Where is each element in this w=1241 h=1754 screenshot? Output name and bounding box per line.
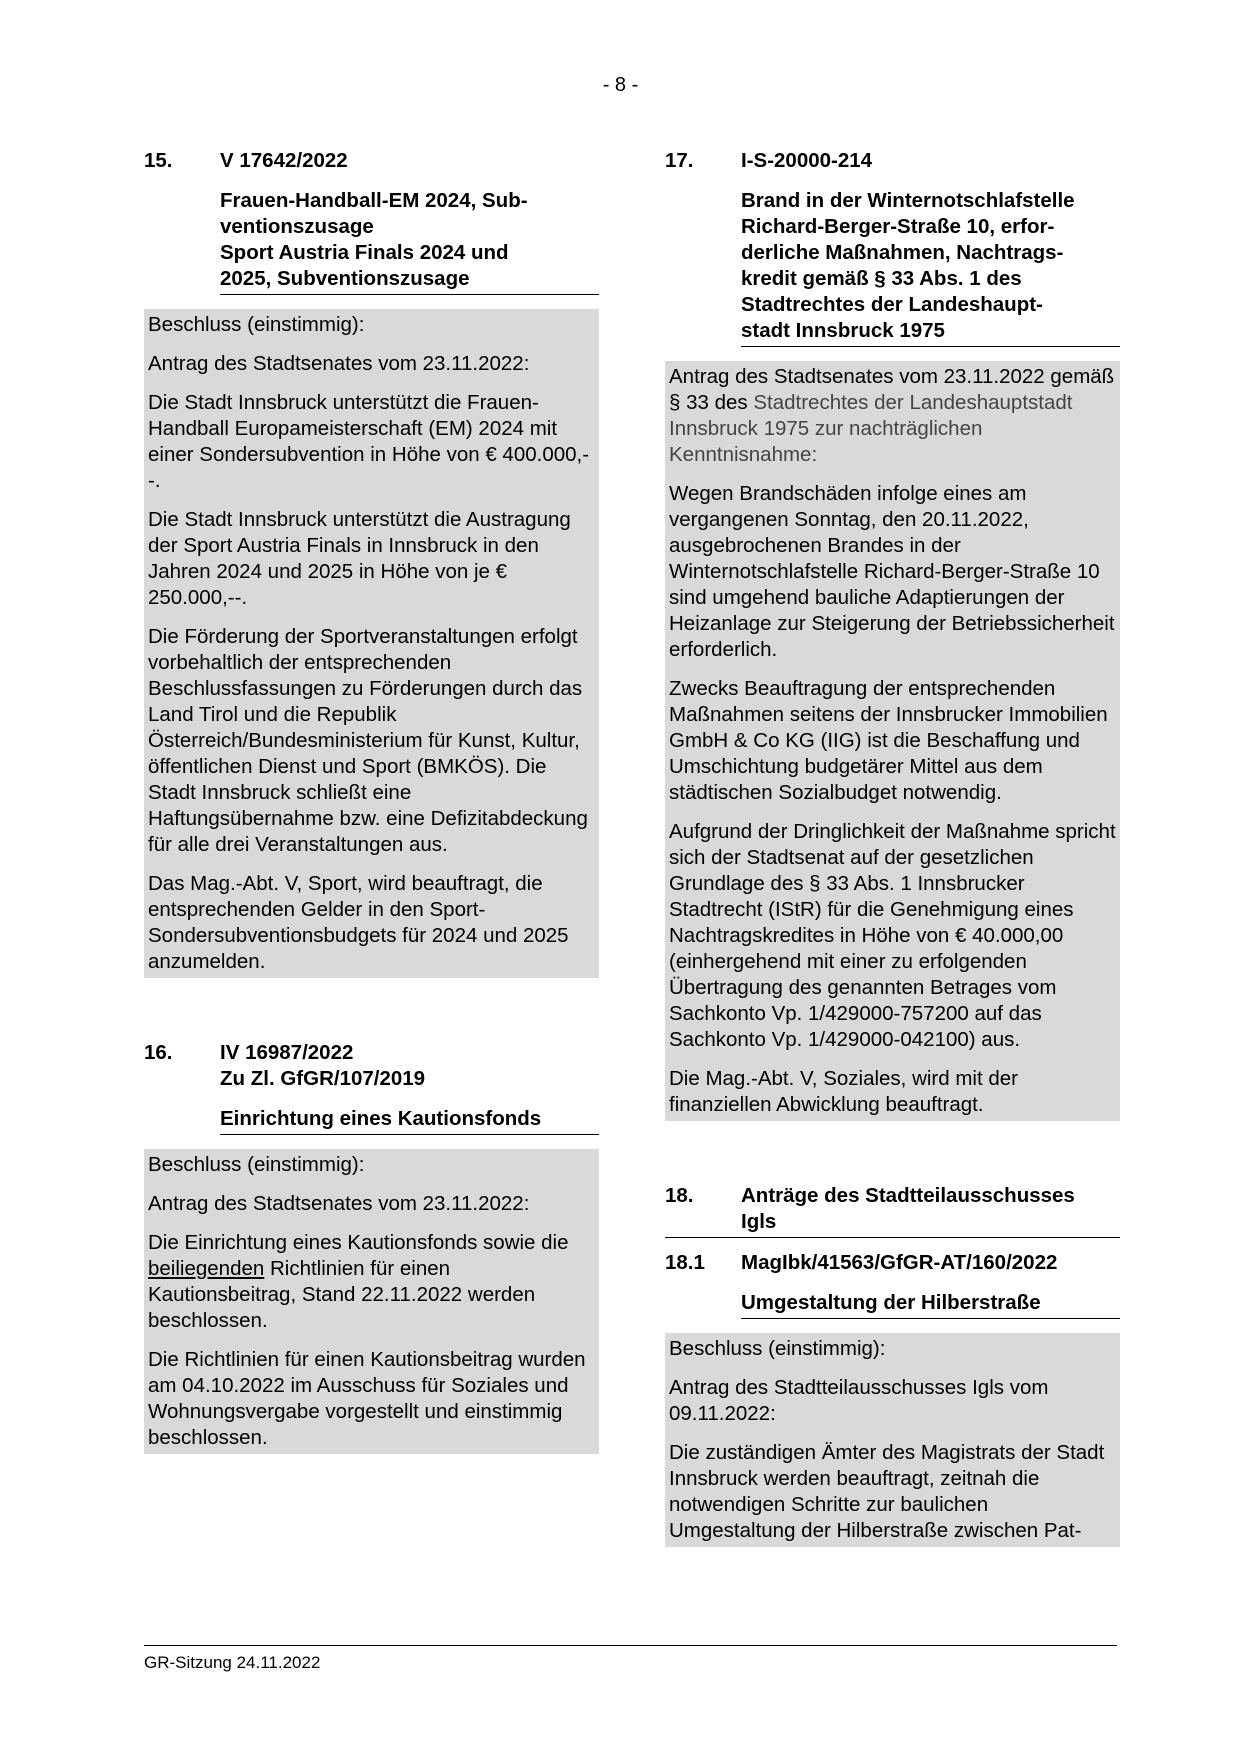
request-text: Antrag des Stadtteilausschusses Igls vom 09.11.2022: xyxy=(669,1376,1049,1425)
paragraph: Die zuständigen Ämter des Magistrats der Stadt Innsbruck werden beauftragt, zeitnah die notwendigen Schritte zur baulichen Umgestaltung der Hilberstraße zwischen Pat- xyxy=(669,1441,1105,1542)
right-column xyxy=(665,148,1120,1547)
decision-label: Beschluss (einstimmig): xyxy=(148,1153,365,1176)
paragraph: Zwecks Beauftragung der entsprechenden Maßnahmen seitens der Innsbrucker Immobilien GmbH & Co KG (IIG) ist die Beschaffung und Umschichtung budgetärer Mittel aus dem städtischen Sozialbudget notwendig. xyxy=(669,677,1108,804)
agenda-item-18 xyxy=(665,1183,1120,1547)
paragraph: Das Mag.-Abt. V, Sport, wird beauftragt, die entsprechenden Gelder in den Sport-Sondersubventionsbudgets für 2024 und 2025 anzumelden. xyxy=(148,872,569,973)
paragraph: Die Richtlinien für einen Kautionsbeitrag wurden am 04.10.2022 im Ausschuss für Soziales und Wohnungsvergabe vorgestellt und einstimmig beschlossen. xyxy=(148,1348,586,1449)
item-reference: V 17642/2022 xyxy=(220,149,348,172)
item-reference: I-S-20000-214 xyxy=(741,149,873,172)
agenda-item-15 xyxy=(144,148,599,978)
item-number: 16. xyxy=(144,1041,173,1064)
decision-label: Beschluss (einstimmig): xyxy=(148,313,365,336)
item-number: 18. xyxy=(665,1184,694,1207)
agenda-item-17 xyxy=(665,148,1120,1121)
sub-item-reference: MagIbk/41563/GfGR-AT/160/2022 xyxy=(741,1251,1058,1274)
item-number: 15. xyxy=(144,149,173,172)
request-text: Antrag des Stadtsenates vom 23.11.2022: xyxy=(148,352,530,375)
item-title: Anträge des Stadtteilausschusses Igls xyxy=(741,1184,1075,1233)
decision-label: Beschluss (einstimmig): xyxy=(669,1337,886,1360)
left-column xyxy=(144,148,599,1454)
paragraph: Wegen Brandschäden infolge eines am vergangenen Sonntag, den 20.11.2022, ausgebrochenen Brandes in der Winternotschlafstelle Richard-Berger-Straße 10 sind umgehend bauliche Adaptierungen der Heizanlage zur Steigerung der Betriebssicherheit erforderlich. xyxy=(669,482,1115,661)
request-text: Antrag des Stadtsenates vom 23.11.2022 gemäß § 33 des Stadtrechtes der Landeshauptstadt Innsbruck 1975 zur nachträglichen Kenntnisnahme: xyxy=(669,365,1115,466)
attachment-link[interactable]: beiliegenden xyxy=(148,1257,265,1280)
item-reference-2: Zu Zl. GfGR/107/2019 xyxy=(220,1067,426,1090)
item-reference: IV 16987/2022 xyxy=(220,1041,354,1064)
sub-item-title: Umgestaltung der Hilberstraße xyxy=(741,1290,1120,1319)
page-number: - 8 - xyxy=(602,74,639,96)
item-number: 17. xyxy=(665,149,694,172)
resolution-box xyxy=(144,309,599,978)
item-title: Einrichtung eines Kautionsfonds xyxy=(220,1106,599,1135)
paragraph: Die Stadt Innsbruck unterstützt die Austragung der Sport Austria Finals in Innsbruck in den Jahren 2024 und 2025 in Höhe von je € 250.000,--. xyxy=(148,508,571,609)
paragraph: Die Stadt Innsbruck unterstützt die Frauen-Handball Europameisterschaft (EM) 2024 mit einer Sondersubvention in Höhe von € 400.000,--. xyxy=(148,391,590,492)
footer: GR-Sitzung 24.11.2022 xyxy=(144,1653,321,1672)
paragraph: Die Förderung der Sportveranstaltungen erfolgt vorbehaltlich der entsprechenden Beschlussfassungen zu Förderungen durch das Land Tirol und die Republik Österreich/Bundesministerium für Kunst, Kultur, öffentlichen Dienst und Sport (BMKÖS). Die Stadt Innsbruck schließt eine Haftungsübernahme bzw. eine Defizitabdeckung für alle drei Veranstaltungen aus. xyxy=(148,625,588,856)
agenda-item-16 xyxy=(144,1040,599,1454)
sub-item-number: 18.1 xyxy=(665,1251,705,1274)
resolution-box xyxy=(144,1149,599,1454)
request-text: Antrag des Stadtsenates vom 23.11.2022: xyxy=(148,1192,530,1215)
resolution-box xyxy=(665,361,1120,1121)
paragraph: Die Mag.-Abt. V, Soziales, wird mit der finanziellen Abwicklung beauftragt. xyxy=(669,1067,1019,1116)
sub-item-18-1 xyxy=(665,1250,1120,1276)
paragraph: Die Einrichtung eines Kautionsfonds sowie die beiliegenden Richtlinien für einen Kautionsbeitrag, Stand 22.11.2022 werden beschlossen. xyxy=(148,1231,569,1332)
item-title: Brand in der Winternotschlafstelle Richard-Berger-Straße 10, erfor- derliche Maßnahmen, Nachtrags- kredit gemäß § 33 Abs. 1 des Stadtrechtes der Landeshaupt- stadt Innsbruck 1975 xyxy=(741,188,1120,347)
item-title: Frauen-Handball-EM 2024, Sub- ventionszusage Sport Austria Finals 2024 und 2025, Subventionszusage xyxy=(220,188,599,295)
paragraph: Aufgrund der Dringlichkeit der Maßnahme spricht sich der Stadtsenat auf der gesetzlichen Grundlage des § 33 Abs. 1 Innsbrucker Stadtrecht (IStR) für die Genehmigung eines Nachtragskredites in Höhe von € 40.000,00 (einhergehend mit einer zu erfolgenden Übertragung des genannten Betrages vom Sachkonto Vp. 1/429000-757200 auf das Sachkonto Vp. 1/429000-042100) aus. xyxy=(669,820,1116,1051)
footer-divider xyxy=(144,1645,1117,1646)
resolution-box xyxy=(665,1333,1120,1547)
